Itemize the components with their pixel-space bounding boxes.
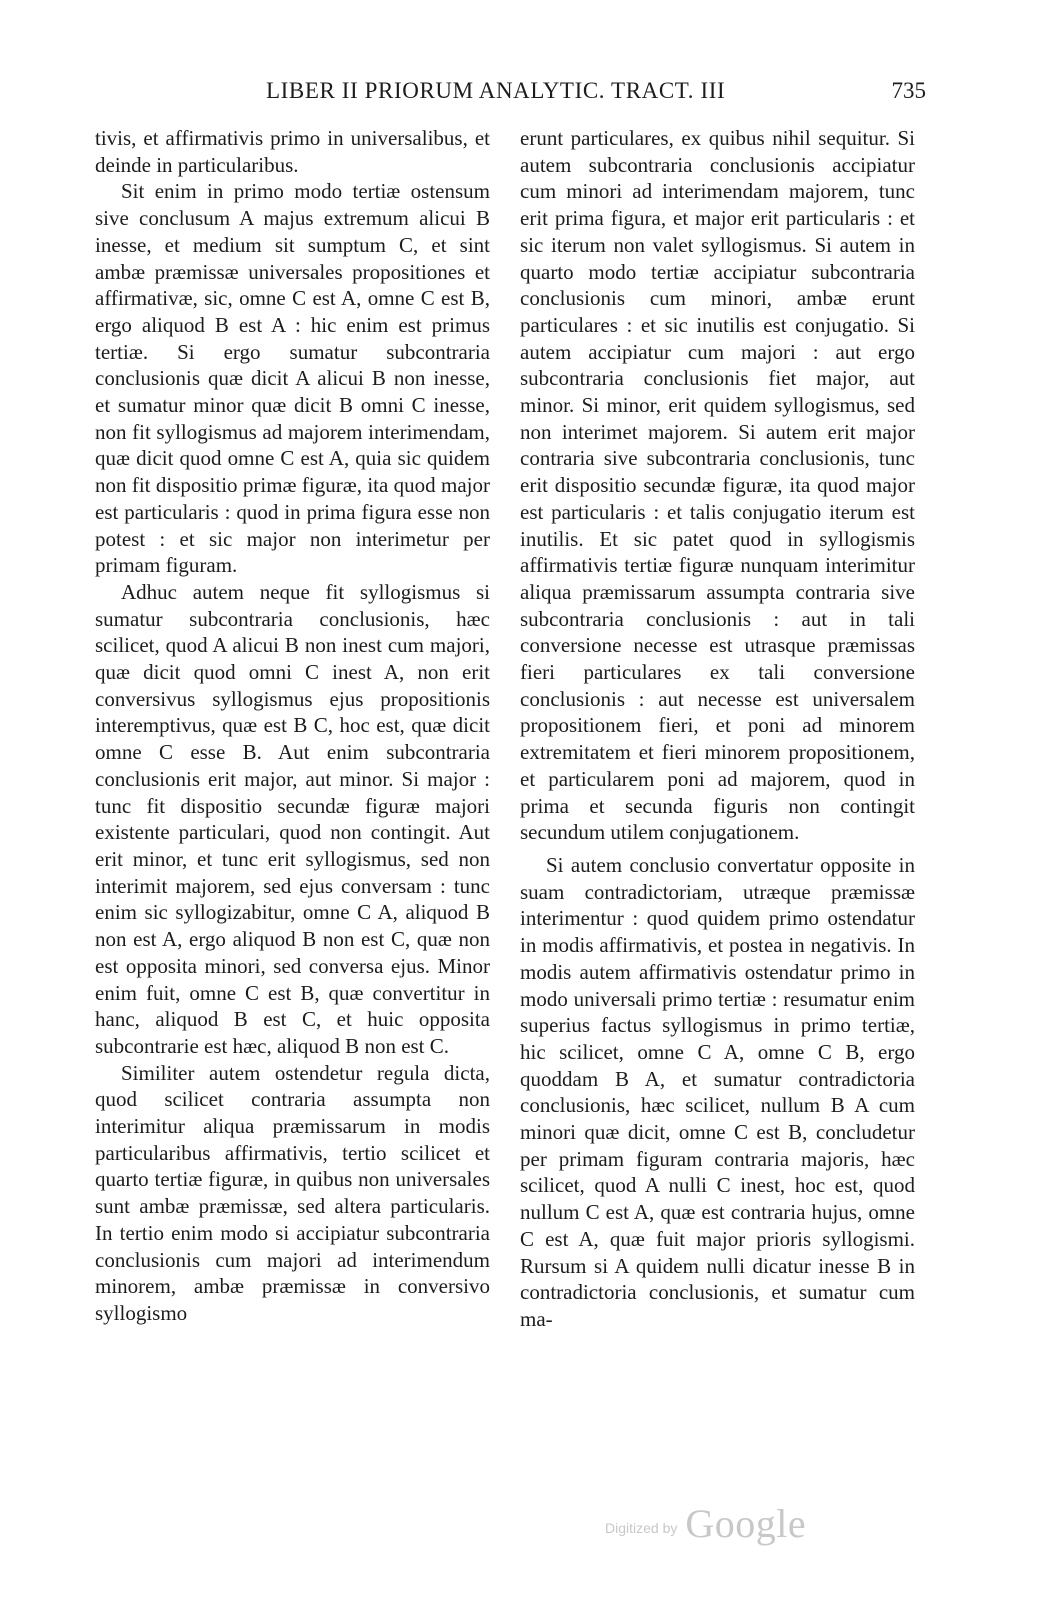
watermark-prefix: Digitized by (605, 1520, 678, 1536)
paragraph: erunt particulares, ex quibus nihil sequitur. Si autem subcontraria conclusionis accipiatur cum minori ad interimendam majorem, tunc erit prima figura, et major erit particularis : et sic iterum non valet syllogismus. Si autem in quarto modo tertiæ accipiatur subcontraria conclusionis cum minori, ambæ erunt particulares : et sic inutilis est conjugatio. Si autem accipiatur cum majori : aut ergo subcontraria conclusionis fiet major, aut minor. Si minor, erit quidem syllogismus, sed non interimet majorem. Si autem erit major contraria sive subcontraria conclusionis, tunc erit dispositio secundæ figuræ, ita quod major est particularis : et talis conjugatio iterum est inutilis. Et sic patet quod in syllogismis affirmativis tertiæ figuræ nunquam interimitur aliqua præmissarum assumpta contraria sive subcontraria conclusionis : aut in tali conversione necesse est utrasque præmissas fieri particulares ex tali conversione conclusionis : aut necesse est universalem propositionem fieri, et poni ad minorem extremitatem et fieri minorem propositionem, et particularem poni ad majorem, quod in prima et secunda figuris non contingit secundum utilem conjugationem. (520, 126, 915, 845)
paragraph: Similiter autem ostendetur regula dicta, quod scilicet contraria assumpta non interimitur aliqua præmissarum in modis particularibus affirmativis, tertio scilicet et quarto tertiæ figuræ, in quibus non universales sunt ambæ præmissæ, sed altera particularis. In tertio enim modo si accipiatur subcontraria conclusionis cum majori ad interimendum minorem, ambæ præmissæ in conversivo syllogismo (95, 1060, 490, 1325)
paragraph: tivis, et affirmativis primo in universalibus, et deinde in particularibus. (95, 126, 490, 177)
google-logo: Google (685, 1501, 807, 1546)
running-title: LIBER II PRIORUM ANALYTIC. TRACT. III (266, 78, 726, 103)
digitized-by-google-watermark (605, 1500, 806, 1550)
paragraph: Si autem conclusio convertatur opposite in suam contradictoriam, utræque præmissæ interimentur : quod quidem primo ostendatur in modis affirmativis, et postea in negativis. In modis autem affirmativis ostendatur primo in modo universali primo tertiæ : resumatur enim superius factus syllogismus in primo tertiæ, hic scilicet, omne C A, omne C B, ergo quoddam B A, et sumatur contradictoria conclusionis, hæc scilicet, nullum B A cum minori quæ dicit, omne C est B, concludetur per primam figuram contraria majoris, hæc scilicet, quod A nulli C inest, hoc est, quod nullum C est A, quæ est contraria hujus, omne C est A, quæ fuit major prioris syllogismi. Rursum si A quidem nulli dicatur inesse B in contradictoria conclusionis, et sumatur cum ma- (520, 852, 915, 1331)
paragraph: Adhuc autem neque fit syllogismus si sumatur subcontraria conclusionis, hæc scilicet, quod A alicui B non inest cum majori, quæ dicit quod omni C inest A, non erit conversivus syllogismus ejus propositionis interemptivus, quæ est B C, hoc est, quæ dicit omne C esse B. Aut enim subcontraria conclusionis erit major, aut minor. Si major : tunc fit dispositio secundæ figuræ majori existente particulari, quod non contingit. Aut erit minor, et tunc erit syllogismus, sed non interimit majorem, sed ejus conversam : tunc enim sic syllogizabitur, omne C A, aliquod B non est A, ergo aliquod B non est C, quæ non est opposita minori, sed conversa ejus. Minor enim fuit, omne C est B, quæ convertitur in hanc, aliquod B est C, et huic opposita subcontrarie est hæc, aliquod B non est C. (95, 579, 490, 1058)
page-header (96, 78, 926, 108)
page-number: 735 (891, 78, 926, 103)
left-column (95, 125, 490, 1327)
paragraph: Sit enim in primo modo tertiæ ostensum sive conclusum A majus extremum alicui B inesse, et medium sit sumptum C, et sint ambæ præmissæ universales propositiones et affirmativæ, sic, omne C est A, omne C est B, ergo aliquod B est A : hic enim est primus tertiæ. Si ergo sumatur subcontraria conclusionis quæ dicit A alicui B non inesse, et sumatur minor quæ dicit B omni C inesse, non fit syllogismus ad majorem interimendam, quæ dicit quod omne C est A, quia sic quidem non fit dispositio primæ figuræ, ita quod major est particularis : quod in prima figura esse non potest : et sic major non interimetur per primam figuram. (95, 179, 490, 578)
right-column (520, 125, 915, 1333)
